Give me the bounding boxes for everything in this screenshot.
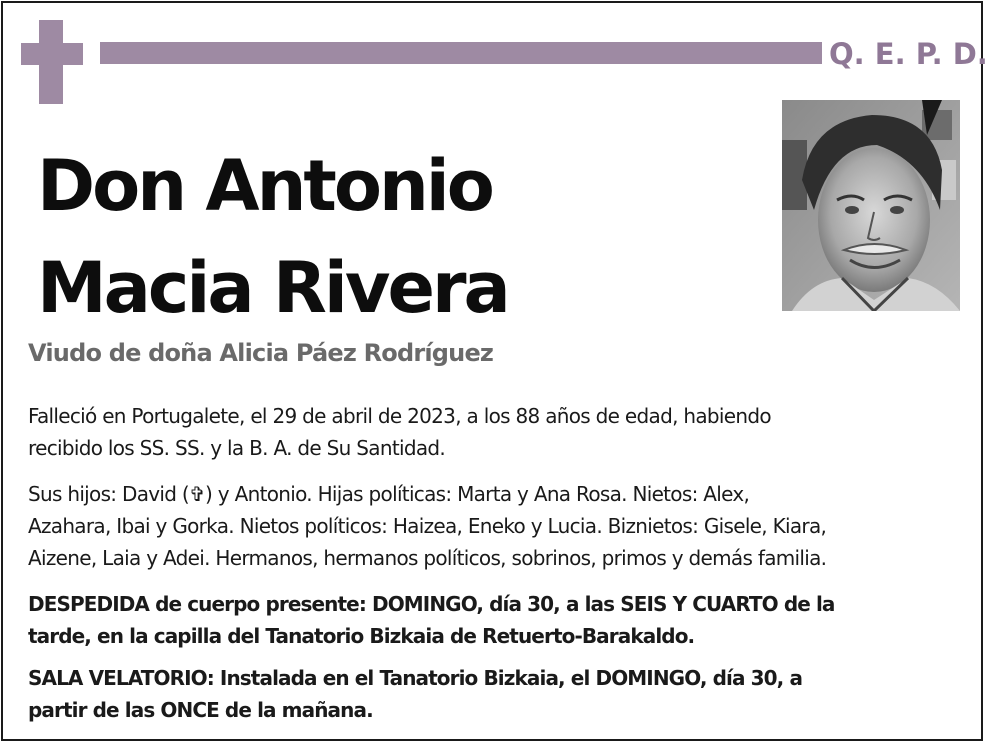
death-notice-paragraph bbox=[28, 400, 968, 464]
text-line: Aizene, Laia y Adei. Hermanos, hermanos políticos, sobrinos, primos y demás familia. bbox=[28, 546, 827, 570]
text-line: tarde, en la capilla del Tanatorio Bizkaia de Retuerto-Barakaldo. bbox=[28, 624, 695, 648]
text-line: Azahara, Ibai y Gorka. Nietos políticos: Haizea, Eneko y Lucia. Biznietos: Gisele, Kiara, bbox=[28, 514, 827, 538]
family-paragraph bbox=[28, 478, 968, 574]
header-rule bbox=[100, 42, 822, 64]
wake-room-paragraph bbox=[28, 662, 968, 726]
text-line: recibido los SS. SS. y la B. A. de Su Santidad. bbox=[28, 436, 446, 460]
name-line-1: Don Antonio bbox=[37, 145, 492, 227]
qepd-badge: Q. E. P. D. bbox=[829, 37, 988, 71]
deceased-name bbox=[37, 135, 508, 339]
cross-icon-bar bbox=[21, 43, 83, 65]
name-line-2: Macia Rivera bbox=[37, 247, 508, 329]
farewell-paragraph bbox=[28, 588, 968, 652]
widower-subtitle: Viudo de doña Alicia Páez Rodríguez bbox=[28, 339, 494, 367]
text-line: Sus hijos: David (✞) y Antonio. Hijas políticas: Marta y Ana Rosa. Nietos: Alex, bbox=[28, 482, 750, 506]
portrait-photo bbox=[782, 100, 960, 311]
obituary-card bbox=[1, 1, 988, 741]
text-line: SALA VELATORIO: Instalada en el Tanatorio Bizkaia, el DOMINGO, día 30, a bbox=[28, 666, 803, 690]
portrait-image bbox=[782, 100, 960, 311]
text-line: partir de las ONCE de la mañana. bbox=[28, 698, 373, 722]
text-line: DESPEDIDA de cuerpo presente: DOMINGO, día 30, a las SEIS Y CUARTO de la bbox=[28, 592, 835, 616]
text-line: Falleció en Portugalete, el 29 de abril de 2023, a los 88 años de edad, habiendo bbox=[28, 404, 771, 428]
